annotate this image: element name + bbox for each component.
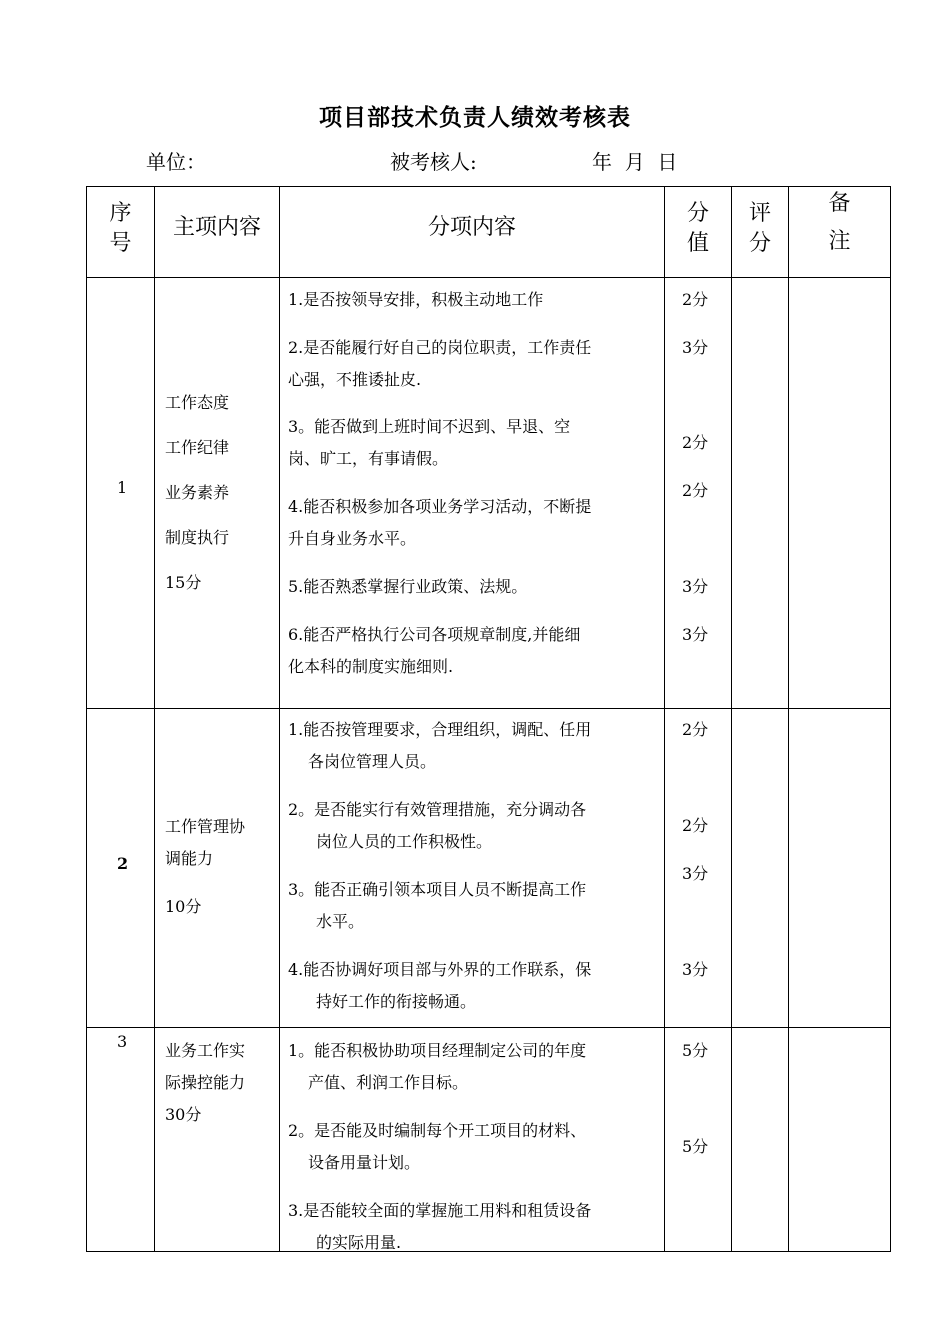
row-main: 工作管理协 调能力 10分 xyxy=(155,709,280,1028)
row-items: 1.能否按管理要求，合理组织，调配、任用 各岗位管理人员。 2。是否能实行有效管理措施，充分调动各 岗位人员的工作积极性。 3。能否正确引领本项目人员不断提高工作 水平。 4.能否协调好项目部与外界的工作联系，保 持好工作的衔接畅通。 xyxy=(280,709,665,1028)
row-main: 工作态度 工作纪律 业务素养 制度执行 15分 xyxy=(155,278,280,709)
row-seq: 2 xyxy=(87,709,155,1028)
header-seq: 序 号 xyxy=(87,187,155,278)
row-note-cell[interactable] xyxy=(789,278,891,709)
header-sub: 分项内容 xyxy=(280,187,665,278)
page-title: 项目部技术负责人绩效考核表 xyxy=(319,104,631,131)
table-header-row xyxy=(87,187,891,278)
row-seq: 3 xyxy=(87,1028,155,1252)
row-values: 5分 5分 xyxy=(665,1028,732,1252)
header-score: 评 分 xyxy=(732,187,789,278)
header-note: 备 注 xyxy=(789,187,891,278)
table-row xyxy=(87,1028,891,1252)
row-score-cell[interactable] xyxy=(732,1028,789,1252)
row-score-cell[interactable] xyxy=(732,278,789,709)
row-items: 1。能否积极协助项目经理制定公司的年度 产值、利润工作目标。 2。是否能及时编制每个开工项目的材料、 设备用量计划。 3.是否能较全面的掌握施工用料和租赁设备 的实际用量. xyxy=(280,1028,665,1252)
row-note-cell[interactable] xyxy=(789,709,891,1028)
assessee-label: 被考核人: xyxy=(390,150,477,174)
row-items: 1.是否按领导安排，积极主动地工作 2.是否能履行好自己的岗位职责，工作责任 心强，不推诿扯皮. 3。能否做到上班时间不迟到、早退、空 岗、旷工，有事请假。 4.能否积极参加各项业务学习活动，不断提 升自身业务水平。 5.能否熟悉掌握行业政策、法规。 6.能否严格执行公司各项规章制度,并能细 化本科的制度实施细则. xyxy=(280,278,665,709)
assessment-table xyxy=(86,186,891,1252)
unit-label: 单位： xyxy=(146,150,206,174)
row-values: 2分 3分 2分 2分 3分 3分 xyxy=(665,278,732,709)
row-seq: 1 xyxy=(87,278,155,709)
header-main: 主项内容 xyxy=(155,187,280,278)
row-values: 2分 2分 3分 3分 xyxy=(665,709,732,1028)
header-value: 分 值 xyxy=(665,187,732,278)
row-score-cell[interactable] xyxy=(732,709,789,1028)
table-row xyxy=(87,709,891,1028)
table-row xyxy=(87,278,891,709)
date-label: 年 月 日 xyxy=(592,150,678,174)
row-note-cell[interactable] xyxy=(789,1028,891,1252)
row-main: 业务工作实 际操控能力 30分 xyxy=(155,1028,280,1252)
